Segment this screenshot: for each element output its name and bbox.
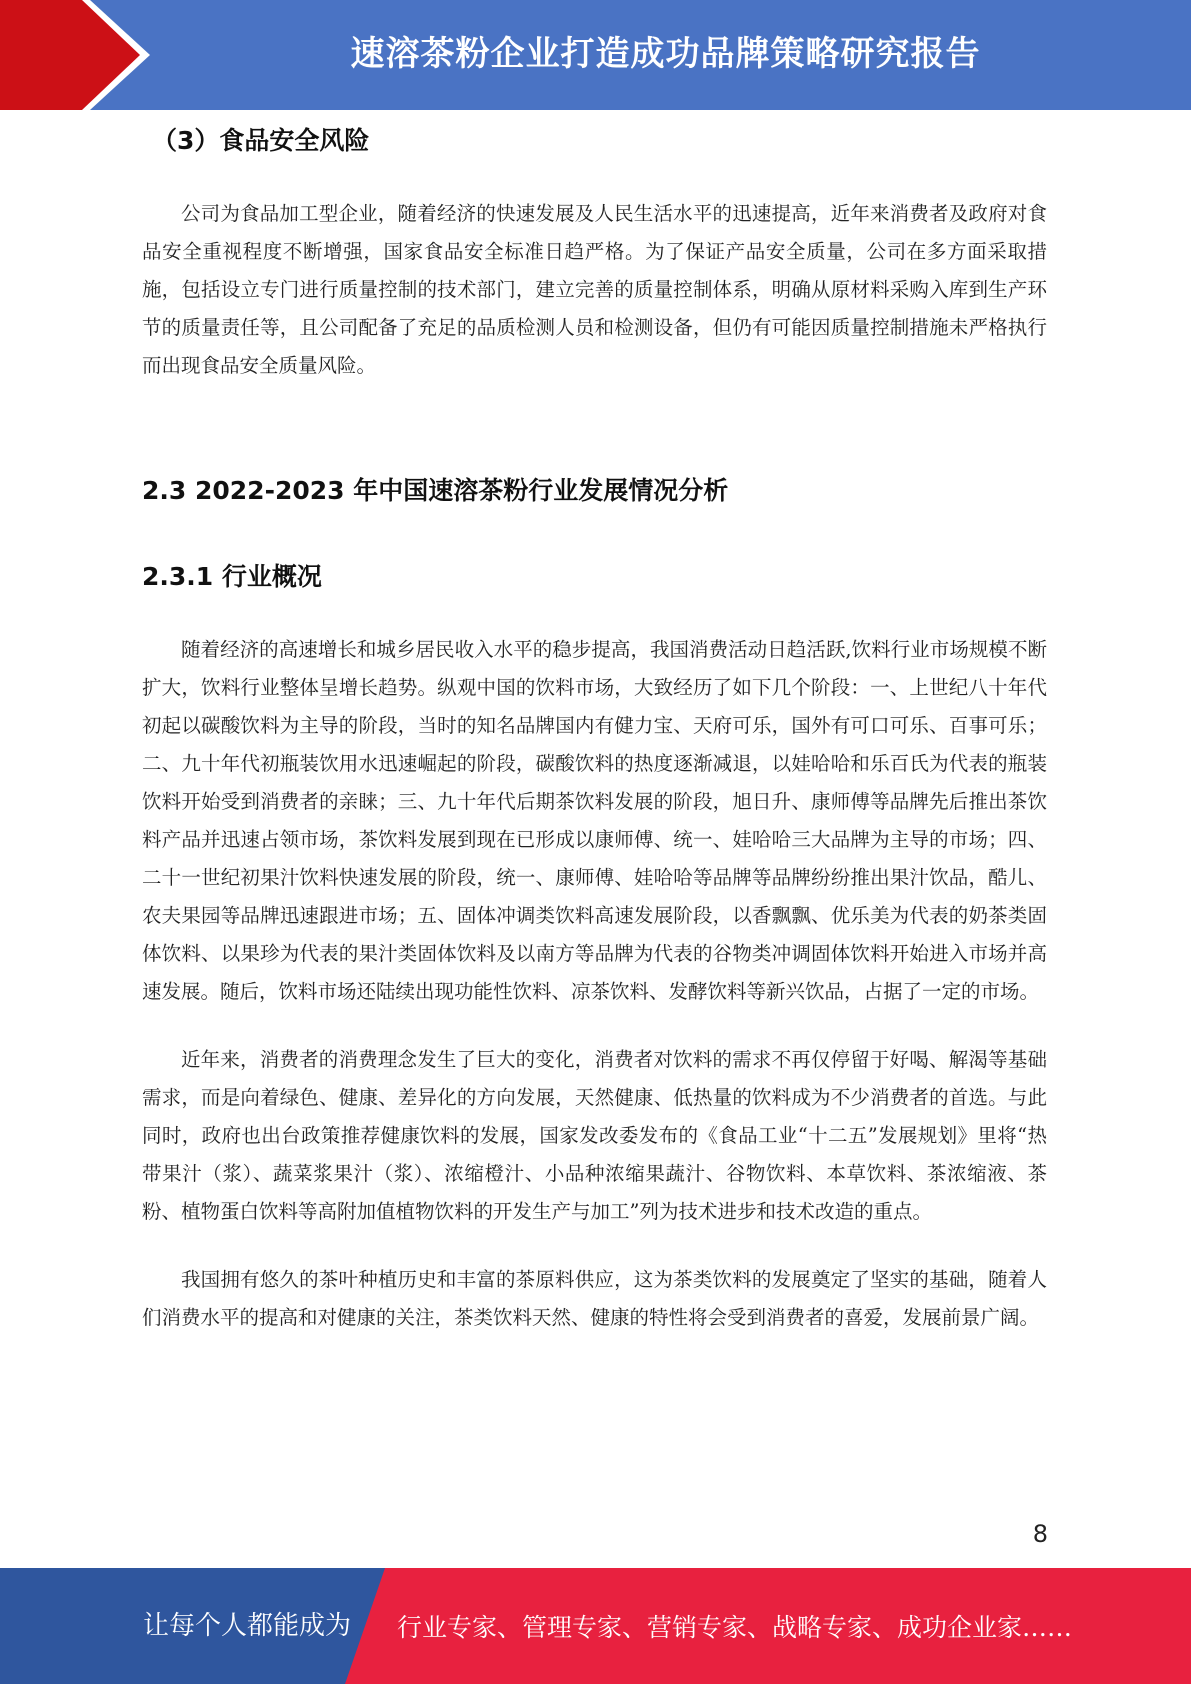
page-footer-banner — [0, 1568, 1191, 1684]
section-heading-2-3: 2.3 2022-2023 年中国速溶茶粉行业发展情况分析 — [142, 476, 729, 505]
report-title: 速溶茶粉企业打造成功品牌策略研究报告 — [350, 34, 981, 74]
page-content — [142, 110, 1047, 1337]
footer-slogan-right: 行业专家、管理专家、营销专家、战略专家、成功企业家…… — [397, 1613, 1073, 1642]
page-number: 8 — [1032, 1520, 1048, 1548]
paragraph-industry-overview-2: 近年来，消费者的消费理念发生了巨大的变化，消费者对饮料的需求不再仅停留于好喝、解渴等基础需求，而是向着绿色、健康、差异化的方向发展，天然健康、低热量的饮料成为不少消费者的首选。与此同时，政府也出台政策推荐健康饮料的发展，国家发改委发布的《食品工业“十二五”发展规划》里将“热带果汁（浆）、蔬菜浆果汁（浆）、浓缩橙汁、小品种浓缩果蔬汁、谷物饮料、本草饮料、茶浓缩液、茶粉、植物蛋白饮料等高附加值植物饮料的开发生产与加工”列为技术进步和技术改造的重点。 — [142, 1048, 1047, 1223]
page-header-banner — [0, 0, 1191, 110]
paragraph-industry-overview-3: 我国拥有悠久的茶叶种植历史和丰富的茶原料供应，这为茶类饮料的发展奠定了坚实的基础，随着人们消费水平的提高和对健康的关注，茶类饮料天然、健康的特性将会受到消费者的喜爱，发展前景广阔。 — [142, 1268, 1047, 1329]
paragraph-industry-overview-1: 随着经济的高速增长和城乡居民收入水平的稳步提高，我国消费活动日趋活跃,饮料行业市场规模不断扩大，饮料行业整体呈增长趋势。纵观中国的饮料市场，大致经历了如下几个阶段：一、上世纪八十年代初起以碳酸饮料为主导的阶段，当时的知名品牌国内有健力宝、天府可乐，国外有可口可乐、百事可乐；二、九十年代初瓶装饮用水迅速崛起的阶段，碳酸饮料的热度逐渐减退，以娃哈哈和乐百氏为代表的瓶装饮料开始受到消费者的亲睐；三、九十年代后期茶饮料发展的阶段，旭日升、康师傅等品牌先后推出茶饮料产品并迅速占领市场，茶饮料发展到现在已形成以康师傅、统一、娃哈哈三大品牌为主导的市场；四、二十一世纪初果汁饮料快速发展的阶段，统一、康师傅、娃哈哈等品牌等品牌纷纷推出果汁饮品，酷儿、农夫果园等品牌迅速跟进市场；五、固体冲调类饮料高速发展阶段，以香飘飘、优乐美为代表的奶茶类固体饮料、以果珍为代表的果汁类固体饮料及以南方等品牌为代表的谷物类冲调固体饮料开始进入市场并高速发展。随后，饮料市场还陆续出现功能性饮料、凉茶饮料、发酵饮料等新兴饮品，占据了一定的市场。 — [142, 638, 1047, 1003]
paragraph-food-safety: 公司为食品加工型企业，随着经济的快速发展及人民生活水平的迅速提高，近年来消费者及政府对食品安全重视程度不断增强，国家食品安全标准日趋严格。为了保证产品安全质量，公司在多方面采取措施，包括设立专门进行质量控制的技术部门，建立完善的质量控制体系，明确从原材料采购入库到生产环节的质量责任等，且公司配备了充足的品质检测人员和检测设备，但仍有可能因质量控制措施未严格执行而出现食品安全质量风险。 — [142, 202, 1047, 377]
section-heading-2-3-1: 2.3.1 行业概况 — [142, 562, 322, 591]
section-heading-food-safety: （3）食品安全风险 — [152, 126, 370, 155]
header-arrow-icon — [0, 0, 140, 110]
footer-slogan-left: 让每个人都能成为 — [143, 1611, 352, 1641]
